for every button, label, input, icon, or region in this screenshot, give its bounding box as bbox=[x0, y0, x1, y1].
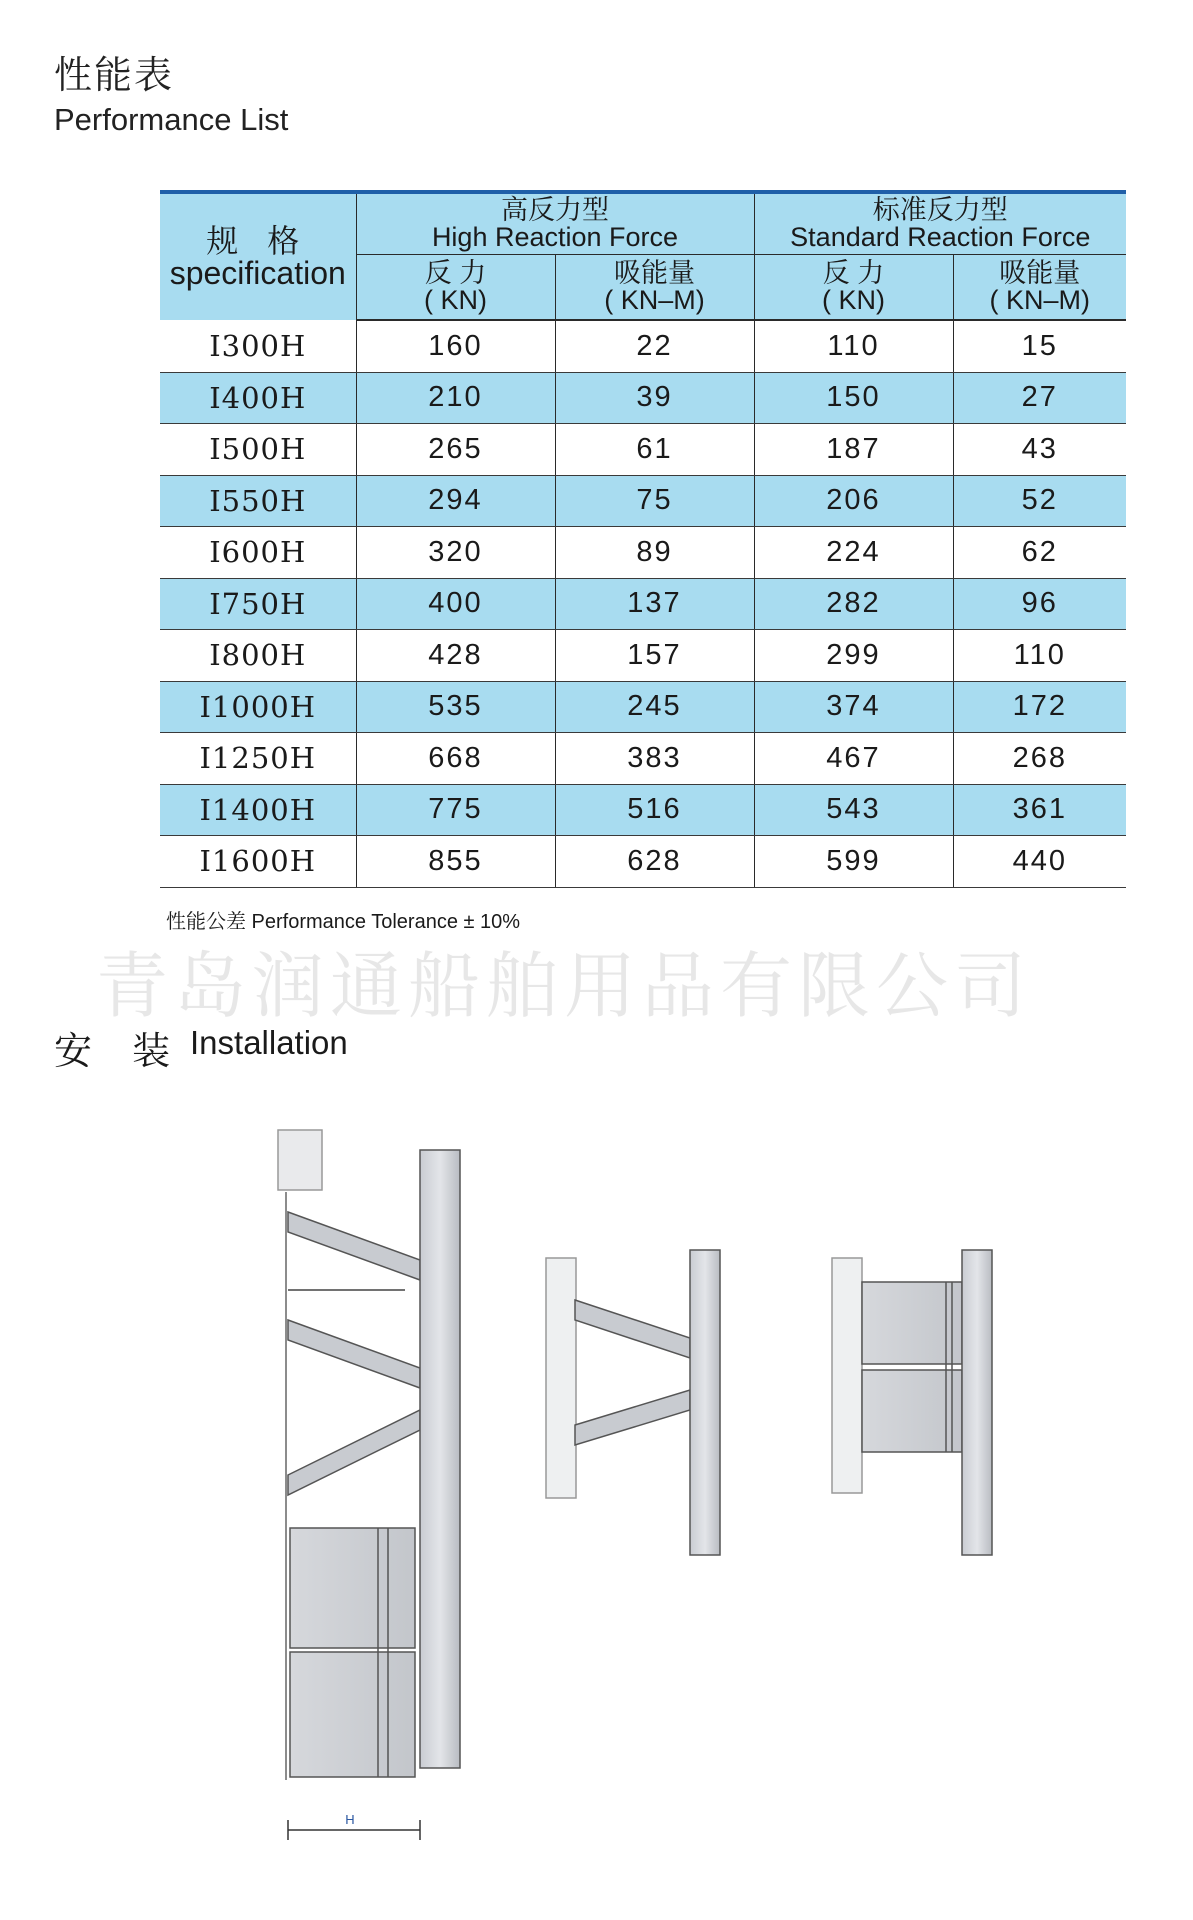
value-cell: 628 bbox=[555, 836, 754, 888]
installation-title-cn: 安 装 bbox=[54, 1029, 185, 1073]
value-cell: 89 bbox=[555, 527, 754, 579]
table-row bbox=[160, 527, 1126, 579]
value-cell: 160 bbox=[356, 320, 555, 372]
value-cell: 775 bbox=[356, 784, 555, 836]
tolerance-note: 性能公差 Performance Tolerance ± 10% bbox=[166, 911, 521, 933]
table-body bbox=[160, 320, 1126, 887]
installation-title-en: Installation bbox=[190, 1024, 348, 1061]
spec-header-cn: 规 格 bbox=[206, 223, 310, 259]
model-cell: I300H bbox=[160, 320, 356, 372]
value-cell: 516 bbox=[555, 784, 754, 836]
subheader-cn: 反 力 bbox=[822, 258, 885, 288]
page-title-en: Performance List bbox=[54, 102, 289, 137]
group-header-high bbox=[356, 192, 754, 255]
value-cell: 187 bbox=[754, 424, 953, 476]
table-row bbox=[160, 836, 1126, 888]
spec-header bbox=[160, 192, 356, 320]
value-cell: 543 bbox=[754, 784, 953, 836]
value-cell: 535 bbox=[356, 681, 555, 733]
value-cell: 294 bbox=[356, 475, 555, 527]
model-cell: I1000H bbox=[160, 681, 356, 733]
table-row bbox=[160, 733, 1126, 785]
model-cell: I400H bbox=[160, 372, 356, 424]
subheader-cn: 反 力 bbox=[424, 258, 487, 288]
group-header-en: Standard Reaction Force bbox=[790, 222, 1091, 252]
value-cell: 299 bbox=[754, 630, 953, 682]
model-cell: I1400H bbox=[160, 784, 356, 836]
value-cell: 440 bbox=[953, 836, 1126, 888]
model-cell: I750H bbox=[160, 578, 356, 630]
value-cell: 428 bbox=[356, 630, 555, 682]
page-title-cn: 性能表 bbox=[54, 53, 175, 97]
table-row bbox=[160, 424, 1126, 476]
value-cell: 282 bbox=[754, 578, 953, 630]
value-cell: 268 bbox=[953, 733, 1126, 785]
table-row bbox=[160, 320, 1126, 372]
value-cell: 137 bbox=[555, 578, 754, 630]
subheader-unit: ( KN) bbox=[424, 285, 487, 315]
value-cell: 383 bbox=[555, 733, 754, 785]
subheader-unit: ( KN) bbox=[822, 285, 885, 315]
value-cell: 265 bbox=[356, 424, 555, 476]
model-cell: I500H bbox=[160, 424, 356, 476]
value-cell: 361 bbox=[953, 784, 1126, 836]
subheader-cn: 吸能量 bbox=[999, 258, 1081, 288]
installation-drawing bbox=[270, 1120, 1030, 1900]
group-header-standard bbox=[754, 192, 1126, 255]
model-cell: I800H bbox=[160, 630, 356, 682]
value-cell: 206 bbox=[754, 475, 953, 527]
value-cell: 150 bbox=[754, 372, 953, 424]
value-cell: 374 bbox=[754, 681, 953, 733]
company-watermark: 青岛润通船舶用品有限公司 bbox=[96, 944, 1033, 1028]
value-cell: 52 bbox=[953, 475, 1126, 527]
subheader-energy-absorption bbox=[555, 255, 754, 321]
value-cell: 855 bbox=[356, 836, 555, 888]
value-cell: 400 bbox=[356, 578, 555, 630]
subheader-energy-absorption bbox=[953, 255, 1126, 321]
dimension-label: H bbox=[345, 1812, 355, 1827]
subheader-reaction-force bbox=[356, 255, 555, 321]
model-cell: I1600H bbox=[160, 836, 356, 888]
subheader-reaction-force bbox=[754, 255, 953, 321]
group-header-cn: 标准反力型 bbox=[872, 195, 1008, 225]
fender-left bbox=[278, 1130, 460, 1840]
table-row bbox=[160, 784, 1126, 836]
model-cell: I1250H bbox=[160, 733, 356, 785]
subheader-unit: ( KN–M) bbox=[989, 285, 1090, 315]
subheader-cn: 吸能量 bbox=[614, 258, 695, 288]
value-cell: 61 bbox=[555, 424, 754, 476]
value-cell: 27 bbox=[953, 372, 1126, 424]
value-cell: 320 bbox=[356, 527, 555, 579]
value-cell: 39 bbox=[555, 372, 754, 424]
value-cell: 62 bbox=[953, 527, 1126, 579]
model-cell: I550H bbox=[160, 475, 356, 527]
performance-table bbox=[160, 190, 1126, 888]
value-cell: 110 bbox=[754, 320, 953, 372]
table-row bbox=[160, 475, 1126, 527]
value-cell: 110 bbox=[953, 630, 1126, 682]
group-header-cn: 高反力型 bbox=[501, 195, 609, 225]
spec-header-en: specification bbox=[169, 255, 346, 291]
group-header-en: High Reaction Force bbox=[431, 222, 679, 252]
value-cell: 599 bbox=[754, 836, 953, 888]
fender-middle bbox=[546, 1250, 720, 1555]
model-cell: I600H bbox=[160, 527, 356, 579]
value-cell: 172 bbox=[953, 681, 1126, 733]
value-cell: 22 bbox=[555, 320, 754, 372]
subheader-unit: ( KN–M) bbox=[604, 285, 705, 315]
value-cell: 43 bbox=[953, 424, 1126, 476]
value-cell: 75 bbox=[555, 475, 754, 527]
value-cell: 245 bbox=[555, 681, 754, 733]
value-cell: 15 bbox=[953, 320, 1126, 372]
value-cell: 668 bbox=[356, 733, 555, 785]
value-cell: 224 bbox=[754, 527, 953, 579]
table-row bbox=[160, 578, 1126, 630]
table-row bbox=[160, 630, 1126, 682]
value-cell: 210 bbox=[356, 372, 555, 424]
fender-right bbox=[832, 1250, 992, 1555]
value-cell: 96 bbox=[953, 578, 1126, 630]
value-cell: 157 bbox=[555, 630, 754, 682]
value-cell: 467 bbox=[754, 733, 953, 785]
table-row bbox=[160, 372, 1126, 424]
table-row bbox=[160, 681, 1126, 733]
